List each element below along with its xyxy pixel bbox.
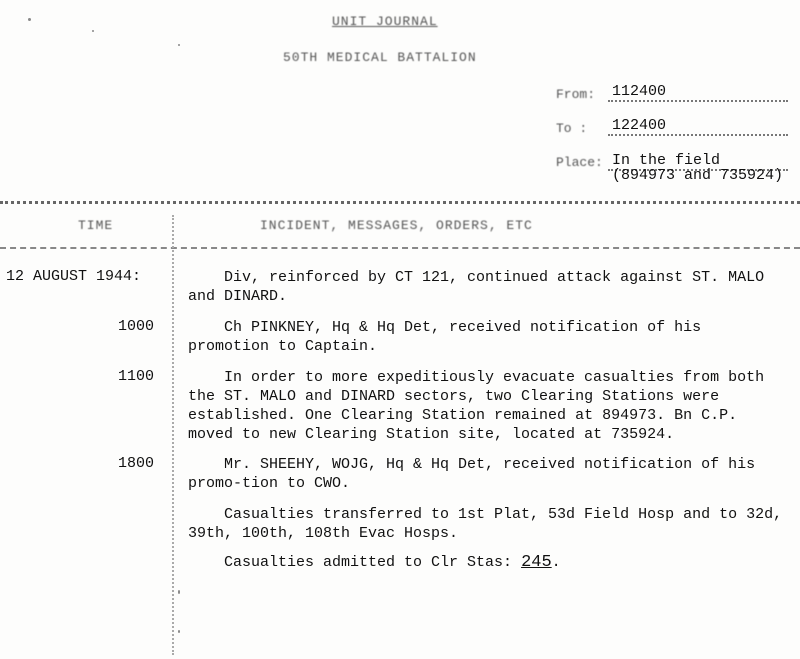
scan-speck (178, 590, 180, 594)
entry-time-date: 12 AUGUST 1944: (6, 268, 142, 285)
entry-text-transfers: Casualties transferred to 1st Plat, 53d Field Hosp and to 32d, 39th, 100th, 108th Evac Hosps. (188, 506, 783, 542)
scan-speck (178, 44, 180, 46)
entry-time-1000: 1000 (118, 318, 155, 335)
incident-column-heading: INCIDENT, MESSAGES, ORDERS, ETC (260, 218, 533, 233)
scan-speck (92, 30, 94, 32)
place-value-line1: In the field (612, 152, 721, 169)
from-label: From: (556, 87, 596, 102)
from-underline (608, 100, 788, 102)
casualties-suffix: . (551, 554, 561, 571)
time-column-heading: TIME (78, 218, 114, 233)
from-value: 112400 (612, 83, 667, 100)
entry-text-promotion-captain: Ch PINKNEY, Hq & Hq Det, received notification of his promotion to Captain. (188, 319, 702, 355)
casualties-label: Casualties admitted to Clr Stas: (224, 554, 513, 571)
scan-speck (178, 630, 180, 633)
entry-text-reinforced: Div, reinforced by CT 121, continued attack against ST. MALO and DINARD. (188, 269, 765, 305)
document-subtitle: 50TH MEDICAL BATTALION (283, 50, 477, 65)
entry-time-1100: 1100 (118, 368, 155, 385)
to-value: 122400 (612, 117, 667, 134)
casualties-count: 245 (521, 553, 552, 572)
place-value-line2: (894973 and 735924) (612, 167, 784, 184)
place-label: Place: (556, 155, 603, 170)
to-label: To : (556, 121, 588, 136)
column-divider (172, 215, 174, 655)
to-underline (608, 134, 788, 136)
header-separator-top (0, 201, 800, 204)
entry-text-promotion-cwo: Mr. SHEEHY, WOJG, Hq & Hq Det, received notification of his promo-tion to CWO. (188, 456, 756, 492)
header-separator-bottom (0, 247, 800, 249)
document-title: UNIT JOURNAL (332, 14, 438, 29)
entry-time-1800: 1800 (118, 455, 155, 472)
casualties-line (188, 553, 788, 572)
scan-speck (28, 18, 31, 21)
entry-text-clearing-stations: In order to more expeditiously evacuate casualties from both the ST. MALO and DINARD sectors, two Clearing Stations were established. One Clearing Station remained at 894973. Bn C.P. moved to new Clearing Station site, located at 735924. (188, 369, 765, 443)
